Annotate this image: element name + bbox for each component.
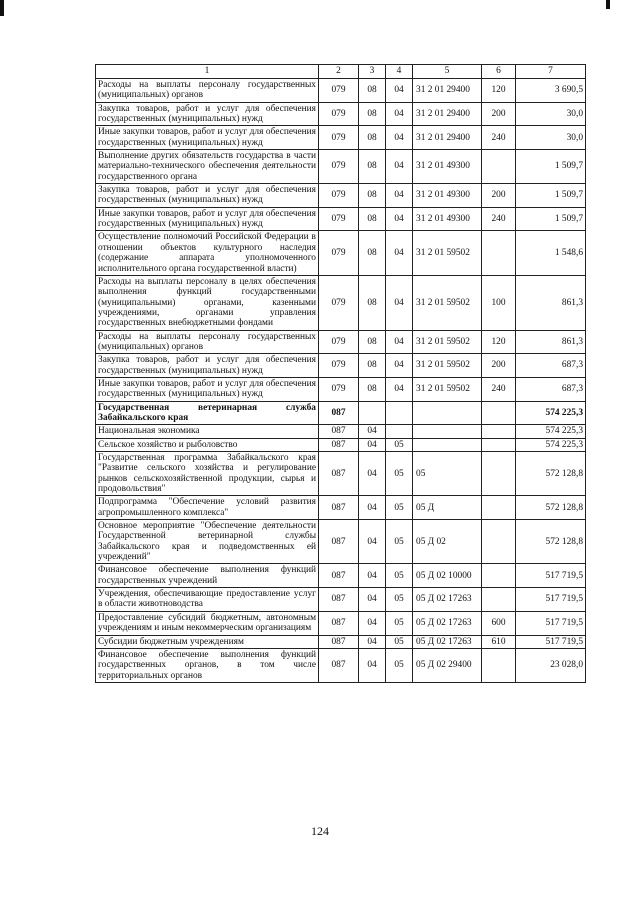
row-name-cell: Государственная программа Забайкальского края "Развитие сельского хозяйства и регулирование рынков сельскохозяйственной продукции, сырья и продовольствия" bbox=[96, 452, 319, 496]
row-amount-cell: 572 128,8 bbox=[516, 520, 586, 564]
row-section-cell: 08 bbox=[359, 354, 386, 378]
row-amount-cell: 574 225,3 bbox=[516, 401, 586, 425]
row-expense-type-cell bbox=[482, 401, 516, 425]
table-row bbox=[96, 611, 586, 635]
row-name-cell: Финансовое обеспечение выполнения функций государственных органов, в том числе территориальных органов bbox=[96, 648, 319, 682]
row-section-cell: 08 bbox=[359, 330, 386, 354]
row-target-article-cell bbox=[413, 401, 482, 425]
table-row bbox=[96, 588, 586, 612]
table-row bbox=[96, 377, 586, 401]
row-section-cell: 08 bbox=[359, 150, 386, 184]
row-target-article-cell: 31 2 01 59502 bbox=[413, 377, 482, 401]
row-target-article-cell: 05 Д 02 17263 bbox=[413, 588, 482, 612]
row-target-article-cell: 05 bbox=[413, 452, 482, 496]
row-name-cell: Иные закупки товаров, работ и услуг для обеспечения государственных (муниципальных) нужд bbox=[96, 126, 319, 150]
row-expense-type-cell: 100 bbox=[482, 275, 516, 330]
row-subsection-cell: 04 bbox=[386, 330, 413, 354]
row-amount-cell: 687,3 bbox=[516, 377, 586, 401]
row-admin-code-cell: 079 bbox=[319, 126, 359, 150]
row-name-cell: Закупка товаров, работ и услуг для обеспечения государственных (муниципальных) нужд bbox=[96, 102, 319, 126]
row-subsection-cell: 04 bbox=[386, 79, 413, 103]
row-subsection-cell: 04 bbox=[386, 377, 413, 401]
row-admin-code-cell: 079 bbox=[319, 377, 359, 401]
row-section-cell: 04 bbox=[359, 588, 386, 612]
row-name-cell: Иные закупки товаров, работ и услуг для обеспечения государственных (муниципальных) нужд bbox=[96, 377, 319, 401]
row-target-article-cell: 05 Д 02 17263 bbox=[413, 635, 482, 648]
row-name-cell: Предоставление субсидий бюджетным, автономным учреждениям и иным некоммерческим организациям bbox=[96, 611, 319, 635]
row-section-cell: 08 bbox=[359, 102, 386, 126]
row-amount-cell: 572 128,8 bbox=[516, 452, 586, 496]
row-section-cell: 04 bbox=[359, 452, 386, 496]
row-expense-type-cell: 240 bbox=[482, 377, 516, 401]
row-section-cell: 08 bbox=[359, 79, 386, 103]
row-amount-cell: 30,0 bbox=[516, 126, 586, 150]
row-admin-code-cell: 079 bbox=[319, 102, 359, 126]
row-admin-code-cell: 079 bbox=[319, 231, 359, 275]
row-admin-code-cell: 087 bbox=[319, 648, 359, 682]
table-row bbox=[96, 438, 586, 451]
row-section-cell: 08 bbox=[359, 207, 386, 231]
row-target-article-cell bbox=[413, 425, 482, 438]
row-target-article-cell: 31 2 01 59502 bbox=[413, 275, 482, 330]
row-expense-type-cell: 240 bbox=[482, 207, 516, 231]
row-section-cell: 08 bbox=[359, 126, 386, 150]
row-name-cell: Выполнение других обязательств государства в части материально-технического обеспечения деятельности государственного органа bbox=[96, 150, 319, 184]
row-name-cell: Закупка товаров, работ и услуг для обеспечения государственных (муниципальных) нужд bbox=[96, 354, 319, 378]
row-expense-type-cell bbox=[482, 452, 516, 496]
row-section-cell: 08 bbox=[359, 184, 386, 208]
row-subsection-cell: 04 bbox=[386, 354, 413, 378]
row-expense-type-cell: 200 bbox=[482, 184, 516, 208]
row-amount-cell: 574 225,3 bbox=[516, 425, 586, 438]
row-amount-cell: 574 225,3 bbox=[516, 438, 586, 451]
row-name-cell: Государственная ветеринарная служба Забайкальского края bbox=[96, 401, 319, 425]
row-admin-code-cell: 079 bbox=[319, 207, 359, 231]
row-subsection-cell: 05 bbox=[386, 452, 413, 496]
row-amount-cell: 572 128,8 bbox=[516, 496, 586, 520]
row-subsection-cell: 05 bbox=[386, 648, 413, 682]
row-admin-code-cell: 087 bbox=[319, 401, 359, 425]
row-subsection-cell bbox=[386, 425, 413, 438]
row-target-article-cell: 05 Д 02 17263 bbox=[413, 611, 482, 635]
row-subsection-cell: 04 bbox=[386, 126, 413, 150]
row-name-cell: Иные закупки товаров, работ и услуг для обеспечения государственных (муниципальных) нужд bbox=[96, 207, 319, 231]
row-amount-cell: 517 719,5 bbox=[516, 564, 586, 588]
row-amount-cell: 687,3 bbox=[516, 354, 586, 378]
row-section-cell bbox=[359, 401, 386, 425]
row-expense-type-cell: 240 bbox=[482, 126, 516, 150]
row-target-article-cell: 05 Д 02 10000 bbox=[413, 564, 482, 588]
table-row bbox=[96, 184, 586, 208]
row-amount-cell: 1 509,7 bbox=[516, 184, 586, 208]
header-cell: 4 bbox=[386, 65, 413, 79]
table-row bbox=[96, 126, 586, 150]
table-row bbox=[96, 635, 586, 648]
row-admin-code-cell: 087 bbox=[319, 611, 359, 635]
scan-mark-left bbox=[0, 0, 4, 16]
row-expense-type-cell: 200 bbox=[482, 354, 516, 378]
header-cell: 2 bbox=[319, 65, 359, 79]
row-expense-type-cell bbox=[482, 564, 516, 588]
table-row bbox=[96, 150, 586, 184]
row-target-article-cell: 05 Д bbox=[413, 496, 482, 520]
row-amount-cell: 3 690,5 bbox=[516, 79, 586, 103]
row-admin-code-cell: 087 bbox=[319, 635, 359, 648]
row-target-article-cell: 05 Д 02 bbox=[413, 520, 482, 564]
row-subsection-cell: 05 bbox=[386, 611, 413, 635]
row-amount-cell: 517 719,5 bbox=[516, 611, 586, 635]
row-name-cell: Расходы на выплаты персоналу государственных (муниципальных) органов bbox=[96, 79, 319, 103]
row-admin-code-cell: 079 bbox=[319, 275, 359, 330]
row-name-cell: Учреждения, обеспечивающие предоставление услуг в области животноводства bbox=[96, 588, 319, 612]
row-admin-code-cell: 079 bbox=[319, 150, 359, 184]
row-name-cell: Финансовое обеспечение выполнения функций государственных учреждений bbox=[96, 564, 319, 588]
row-expense-type-cell: 120 bbox=[482, 79, 516, 103]
table-row bbox=[96, 207, 586, 231]
row-target-article-cell: 05 Д 02 29400 bbox=[413, 648, 482, 682]
row-target-article-cell: 31 2 01 49300 bbox=[413, 184, 482, 208]
header-cell: 1 bbox=[96, 65, 319, 79]
row-expense-type-cell bbox=[482, 231, 516, 275]
header-cell: 7 bbox=[516, 65, 586, 79]
row-subsection-cell: 04 bbox=[386, 207, 413, 231]
row-amount-cell: 1 509,7 bbox=[516, 150, 586, 184]
row-subsection-cell: 05 bbox=[386, 635, 413, 648]
row-name-cell: Основное мероприятие "Обеспечение деятельности Государственной ветеринарной службы Забайкальского края и подведомственных ей учреждений" bbox=[96, 520, 319, 564]
row-expense-type-cell bbox=[482, 520, 516, 564]
table-row bbox=[96, 496, 586, 520]
row-subsection-cell bbox=[386, 401, 413, 425]
row-subsection-cell: 05 bbox=[386, 564, 413, 588]
table-row bbox=[96, 564, 586, 588]
table-row bbox=[96, 354, 586, 378]
row-name-cell: Национальная экономика bbox=[96, 425, 319, 438]
table-row bbox=[96, 231, 586, 275]
row-name-cell: Расходы на выплаты персоналу государственных (муниципальных) органов bbox=[96, 330, 319, 354]
page-number: 124 bbox=[311, 824, 329, 838]
row-name-cell: Подпрограмма "Обеспечение условий развития агропромышленного комплекса" bbox=[96, 496, 319, 520]
table-row bbox=[96, 275, 586, 330]
row-subsection-cell: 05 bbox=[386, 496, 413, 520]
row-section-cell: 08 bbox=[359, 275, 386, 330]
row-section-cell: 04 bbox=[359, 438, 386, 451]
table-row bbox=[96, 330, 586, 354]
table-row bbox=[96, 79, 586, 103]
row-name-cell: Сельское хозяйство и рыболовство bbox=[96, 438, 319, 451]
row-amount-cell: 30,0 bbox=[516, 102, 586, 126]
row-admin-code-cell: 087 bbox=[319, 588, 359, 612]
table-row bbox=[96, 425, 586, 438]
row-target-article-cell: 31 2 01 29400 bbox=[413, 126, 482, 150]
row-expense-type-cell bbox=[482, 425, 516, 438]
row-target-article-cell: 31 2 01 59502 bbox=[413, 330, 482, 354]
row-expense-type-cell bbox=[482, 588, 516, 612]
table-row bbox=[96, 102, 586, 126]
row-expense-type-cell bbox=[482, 438, 516, 451]
row-expense-type-cell: 200 bbox=[482, 102, 516, 126]
row-target-article-cell: 31 2 01 59502 bbox=[413, 354, 482, 378]
row-name-cell: Субсидии бюджетным учреждениям bbox=[96, 635, 319, 648]
row-subsection-cell: 04 bbox=[386, 231, 413, 275]
table-header-row bbox=[96, 65, 586, 79]
row-expense-type-cell bbox=[482, 150, 516, 184]
row-admin-code-cell: 087 bbox=[319, 438, 359, 451]
row-subsection-cell: 05 bbox=[386, 438, 413, 451]
row-expense-type-cell bbox=[482, 496, 516, 520]
row-subsection-cell: 05 bbox=[386, 588, 413, 612]
row-admin-code-cell: 079 bbox=[319, 330, 359, 354]
table-row bbox=[96, 452, 586, 496]
row-subsection-cell: 05 bbox=[386, 520, 413, 564]
row-section-cell: 04 bbox=[359, 611, 386, 635]
row-section-cell: 04 bbox=[359, 564, 386, 588]
header-cell: 5 bbox=[413, 65, 482, 79]
row-name-cell: Расходы на выплаты персоналу в целях обеспечения выполнения функций государственными (муниципальными) органами, казенными учреждениями, органами управления государственных внебюджетными фондами bbox=[96, 275, 319, 330]
header-cell: 3 bbox=[359, 65, 386, 79]
row-target-article-cell: 31 2 01 59502 bbox=[413, 231, 482, 275]
table-row bbox=[96, 520, 586, 564]
row-target-article-cell: 31 2 01 29400 bbox=[413, 102, 482, 126]
row-amount-cell: 23 028,0 bbox=[516, 648, 586, 682]
row-amount-cell: 861,3 bbox=[516, 330, 586, 354]
row-target-article-cell: 31 2 01 49300 bbox=[413, 207, 482, 231]
row-amount-cell: 861,3 bbox=[516, 275, 586, 330]
row-section-cell: 04 bbox=[359, 520, 386, 564]
row-expense-type-cell bbox=[482, 648, 516, 682]
row-section-cell: 04 bbox=[359, 496, 386, 520]
row-target-article-cell bbox=[413, 438, 482, 451]
row-amount-cell: 517 719,5 bbox=[516, 588, 586, 612]
row-admin-code-cell: 079 bbox=[319, 354, 359, 378]
row-admin-code-cell: 079 bbox=[319, 184, 359, 208]
row-target-article-cell: 31 2 01 29400 bbox=[413, 79, 482, 103]
row-admin-code-cell: 087 bbox=[319, 520, 359, 564]
table-row bbox=[96, 648, 586, 682]
row-admin-code-cell: 087 bbox=[319, 452, 359, 496]
row-name-cell: Осуществление полномочий Российской Федерации в отношении объектов культурного наследия (содержание аппарата уполномоченного исполнительного органа государственной власти) bbox=[96, 231, 319, 275]
row-section-cell: 04 bbox=[359, 648, 386, 682]
row-admin-code-cell: 087 bbox=[319, 496, 359, 520]
table-row bbox=[96, 401, 586, 425]
row-section-cell: 04 bbox=[359, 635, 386, 648]
budget-table bbox=[95, 64, 586, 683]
scan-mark-right bbox=[606, 0, 610, 9]
row-target-article-cell: 31 2 01 49300 bbox=[413, 150, 482, 184]
row-section-cell: 08 bbox=[359, 231, 386, 275]
row-admin-code-cell: 079 bbox=[319, 79, 359, 103]
row-expense-type-cell: 600 bbox=[482, 611, 516, 635]
row-amount-cell: 517 719,5 bbox=[516, 635, 586, 648]
row-subsection-cell: 04 bbox=[386, 184, 413, 208]
row-expense-type-cell: 610 bbox=[482, 635, 516, 648]
row-expense-type-cell: 120 bbox=[482, 330, 516, 354]
row-admin-code-cell: 087 bbox=[319, 425, 359, 438]
row-amount-cell: 1 509,7 bbox=[516, 207, 586, 231]
row-subsection-cell: 04 bbox=[386, 150, 413, 184]
row-subsection-cell: 04 bbox=[386, 275, 413, 330]
row-name-cell: Закупка товаров, работ и услуг для обеспечения государственных (муниципальных) нужд bbox=[96, 184, 319, 208]
header-cell: 6 bbox=[482, 65, 516, 79]
row-section-cell: 08 bbox=[359, 377, 386, 401]
row-subsection-cell: 04 bbox=[386, 102, 413, 126]
row-amount-cell: 1 548,6 bbox=[516, 231, 586, 275]
row-section-cell: 04 bbox=[359, 425, 386, 438]
row-admin-code-cell: 087 bbox=[319, 564, 359, 588]
